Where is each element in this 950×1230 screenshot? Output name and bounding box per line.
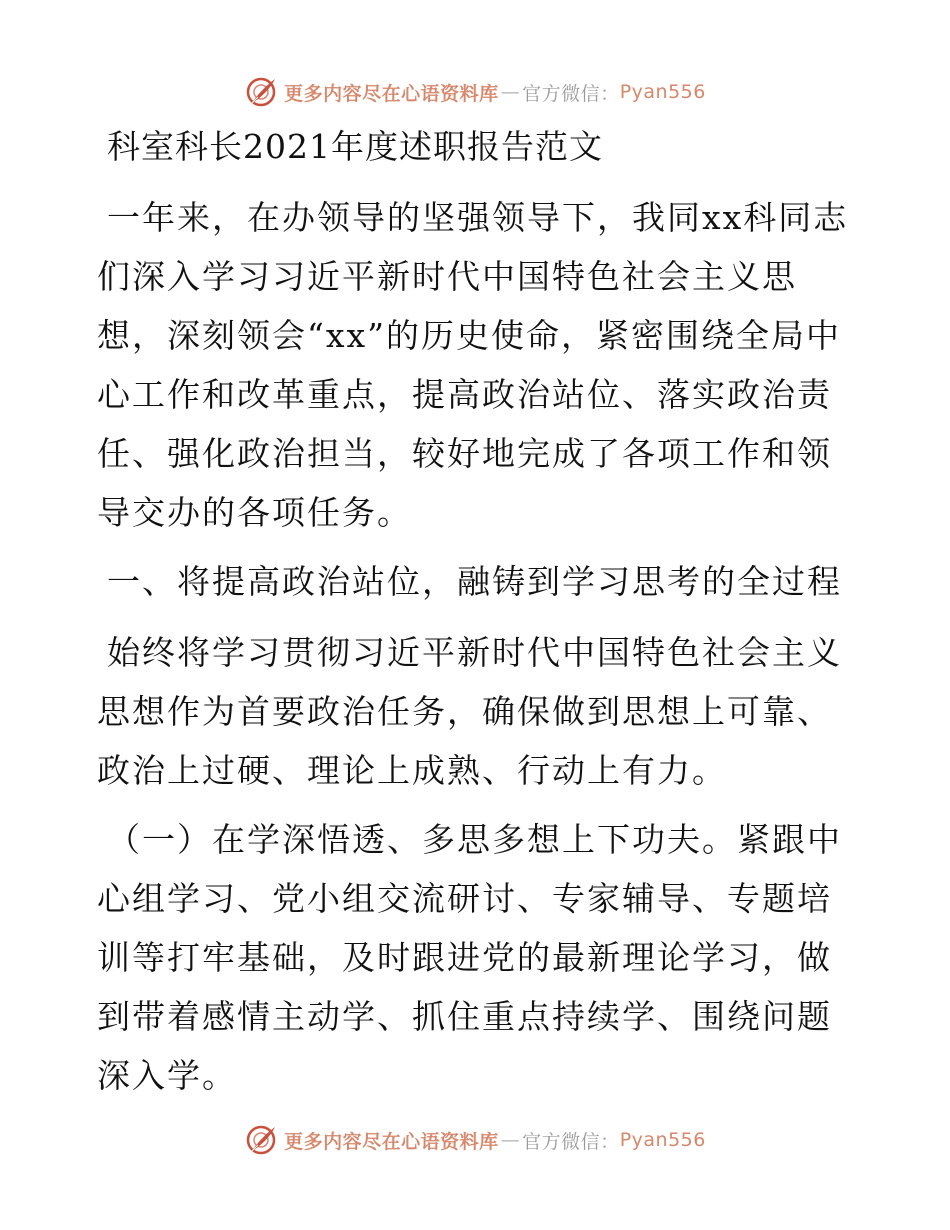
- quill-circle-icon: [244, 75, 278, 109]
- watermark-brand: 更多内容尽在心语资料库: [284, 1130, 499, 1153]
- section-heading: 一、将提高政治站位，融铸到学习思考的全过程: [107, 562, 842, 601]
- watermark-footer: [0, 1118, 950, 1162]
- watermark-contact-id: Pyan556: [619, 1129, 706, 1151]
- watermark-brand: 更多内容尽在心语资料库: [284, 82, 499, 105]
- section-paragraph: 始终将学习贯彻习近平新时代中国特色社会主义思想作为首要政治任务，确保做到思想上可靠、政治上过硬、理论上成熟、行动上有力。: [97, 633, 842, 790]
- watermark-separator: —: [500, 1129, 521, 1151]
- intro-paragraph: 一年来，在办领导的坚强领导下，我同xx科同志们深入学习习近平新时代中国特色社会主义思想，深刻领会“xx”的历史使命，紧密围绕全局中心工作和改革重点，提高政治站位、落实政治责任、强化政治担当，较好地完成了各项工作和领导交办的各项任务。: [97, 198, 849, 532]
- watermark-contact-id: Pyan556: [619, 81, 706, 103]
- watermark-contact-label: 官方微信：: [522, 82, 620, 105]
- document-title: 科室科长2021年度述职报告范文: [107, 127, 603, 166]
- document-body: [97, 116, 857, 1115]
- watermark-separator: —: [500, 81, 521, 103]
- watermark-header: [0, 70, 950, 114]
- subsection-paragraph: （一）在学深悟透、多思多想上下功夫。紧跟中心组学习、党小组交流研讨、专家辅导、专题培训等打牢基础，及时跟进党的最新理论学习，做到带着感情主动学、抓住重点持续学、围绕问题深入学。: [97, 820, 842, 1095]
- watermark-contact-label: 官方微信：: [522, 1130, 620, 1153]
- quill-circle-icon: [244, 1123, 278, 1157]
